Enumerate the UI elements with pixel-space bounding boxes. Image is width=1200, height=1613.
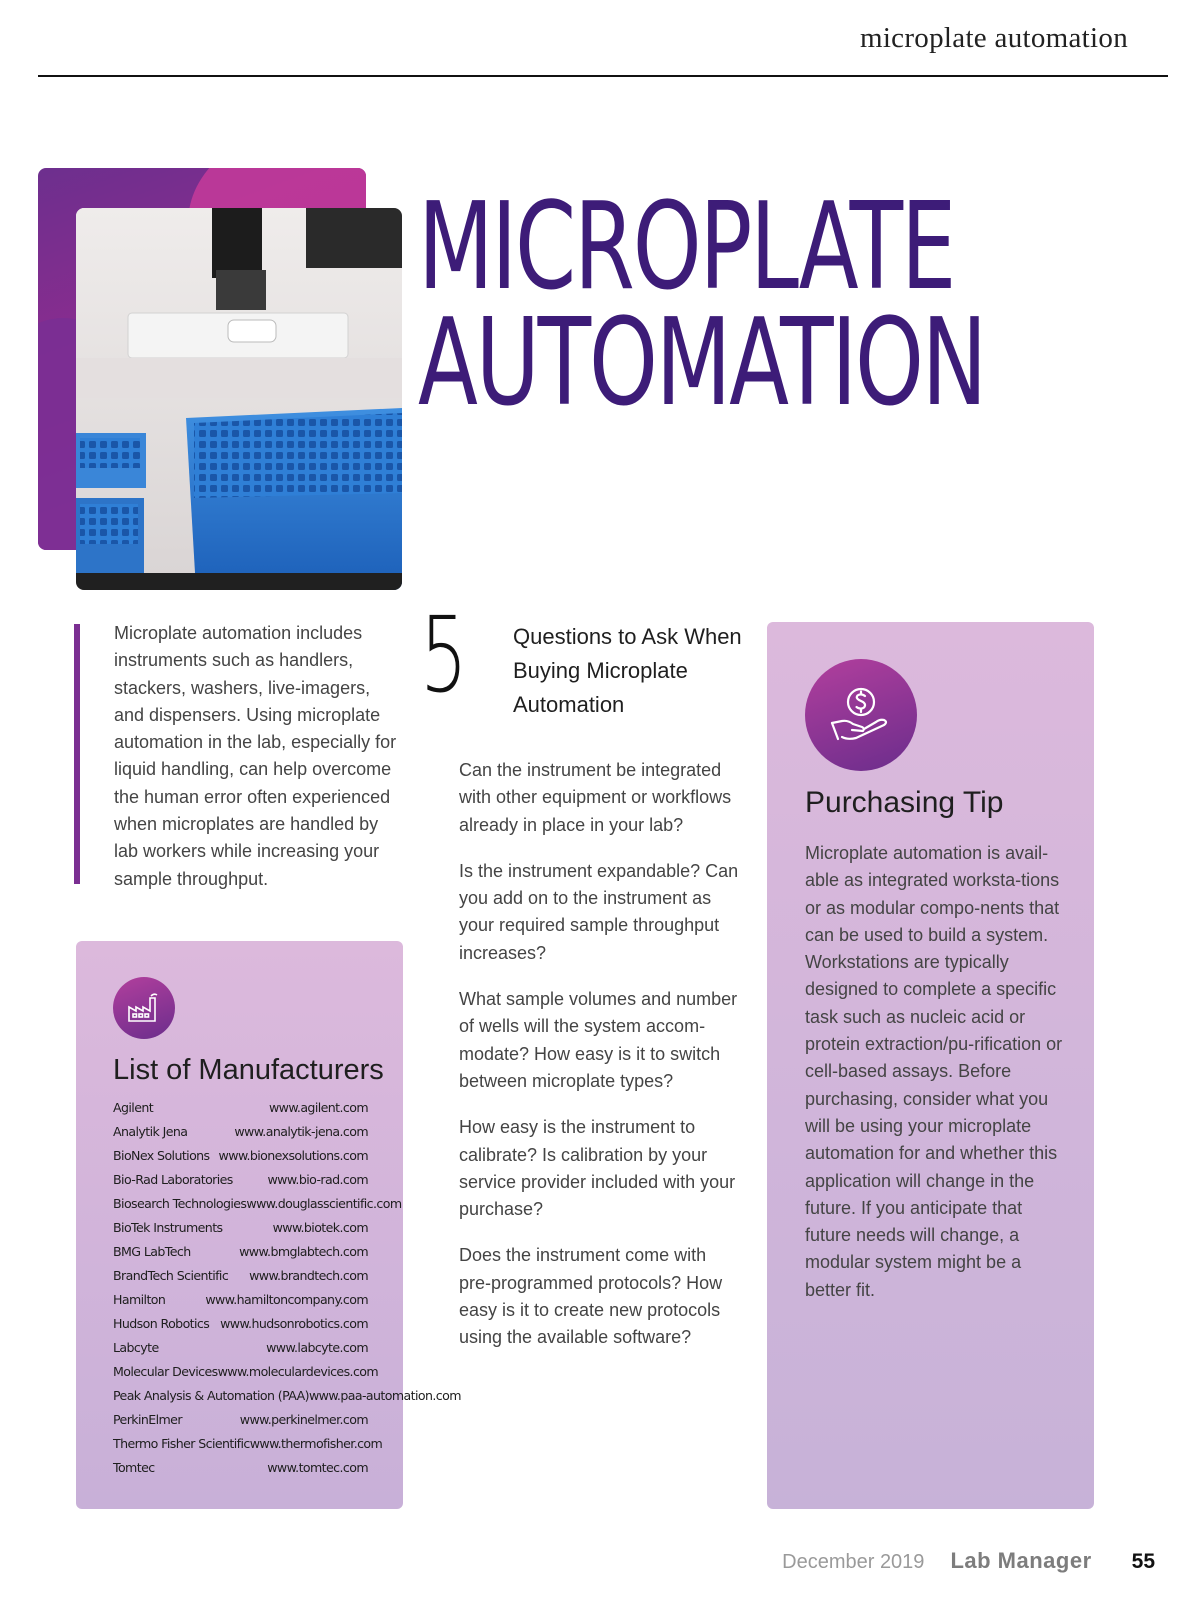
- manufacturer-name: BMG LabTech: [113, 1244, 191, 1259]
- question-item: How easy is the instrument to calibrate? Is calibration by your service provider included with your purchase?: [459, 1117, 736, 1220]
- manufacturer-row: [113, 1240, 368, 1264]
- manufacturer-url[interactable]: www.bmglabtech.com: [239, 1244, 368, 1259]
- factory-icon: [113, 977, 175, 1039]
- manufacturer-url[interactable]: www.moleculardevices.com: [217, 1364, 379, 1379]
- manufacturer-row: [113, 1312, 368, 1336]
- running-header: microplate automation: [859, 22, 1128, 54]
- manufacturer-url[interactable]: www.bio-rad.com: [267, 1172, 368, 1187]
- manufacturer-url[interactable]: www.hamiltoncompany.com: [205, 1292, 368, 1307]
- manufacturer-row: [113, 1456, 368, 1480]
- manufacturer-name: Biosearch Technologies: [113, 1196, 247, 1211]
- hero-photo: [76, 208, 402, 590]
- manufacturers-panel: [76, 941, 461, 1509]
- page-number: 55: [1131, 1550, 1155, 1573]
- manufacturer-row: [113, 1336, 368, 1360]
- manufacturer-url[interactable]: www.labcyte.com: [266, 1340, 368, 1355]
- manufacturer-name: BioNex Solutions: [113, 1148, 210, 1163]
- manufacturer-row: [113, 1360, 379, 1384]
- manufacturer-list: [113, 1096, 461, 1480]
- manufacturer-name: Hudson Robotics: [113, 1316, 210, 1331]
- issue-date: December 2019: [782, 1551, 925, 1573]
- header-rule: [38, 75, 1168, 77]
- manufacturer-name: Bio-Rad Laboratories: [113, 1172, 233, 1187]
- manufacturer-name: Labcyte: [113, 1340, 159, 1355]
- questions-number: 5: [420, 594, 468, 716]
- title-line-2: AUTOMATION: [418, 294, 986, 433]
- manufacturer-url[interactable]: www.hudsonrobotics.com: [220, 1316, 368, 1331]
- manufacturer-url[interactable]: www.analytik-jena.com: [234, 1124, 368, 1139]
- question-item: Is the instrument expandable? Can you add on to the instrument as your required sample throughput increases?: [459, 860, 739, 963]
- purchasing-tip-text: Microplate automation is avail-able as integrated worksta-tions or as modular compo-nents that can be used to build a system. Workstations are typically designed to complete a specific task such as nucleic acid or protein extraction/pu-rification or cell-based assays. Before purchasing, consider what you will be using your microplate automation for and whether this application will change in the future. If you anticipate that future needs will change, a modular system might be a better fit.: [805, 843, 1063, 1300]
- manufacturer-url[interactable]: www.paa-automation.com: [308, 1388, 461, 1403]
- purchasing-tip-panel: [767, 622, 1094, 1509]
- manufacturer-name: Analytik Jena: [113, 1124, 188, 1139]
- manufacturer-name: Hamilton: [113, 1292, 166, 1307]
- manufacturer-row: [113, 1096, 368, 1120]
- magazine-name: Lab Manager: [950, 1548, 1092, 1573]
- manufacturer-row: [113, 1216, 368, 1240]
- manufacturer-row: [113, 1168, 368, 1192]
- manufacturer-url[interactable]: www.tomtec.com: [267, 1460, 368, 1475]
- manufacturer-name: Agilent: [113, 1100, 154, 1115]
- manufacturer-name: Molecular Devices: [113, 1364, 218, 1379]
- page-title: [418, 178, 986, 433]
- intro-paragraph: Microplate automation includes instruments such as handlers, stackers, washers, live-imagers, and dispensers. Using microplate automation in the lab, especially for liquid handling, can help overcome the human error often experienced when microplates are handled by lab workers while increasing your sample throughput.: [114, 623, 397, 889]
- manufacturer-url[interactable]: www.bionexsolutions.com: [218, 1148, 368, 1163]
- question-item: What sample volumes and number of wells will the system accom-modate? How easy is it to switch between microplate types?: [459, 989, 738, 1091]
- manufacturer-name: BrandTech Scientific: [113, 1268, 229, 1283]
- questions-list: [459, 757, 741, 1371]
- dollar-hand-icon: [805, 659, 917, 771]
- manufacturer-name: PerkinElmer: [113, 1412, 182, 1427]
- purchasing-tip-title: Purchasing Tip: [805, 786, 1004, 819]
- manufacturer-row: [113, 1384, 461, 1408]
- manufacturer-name: BioTek Instruments: [113, 1220, 223, 1235]
- manufacturer-url[interactable]: www.douglasscientific.com: [246, 1196, 402, 1211]
- manufacturer-row: [113, 1432, 383, 1456]
- question-item: Does the instrument come with pre-programmed protocols? How easy is it to create new protocols using the available software?: [459, 1245, 723, 1348]
- question-item: Can the instrument be integrated with other equipment or workflows already in place in your lab?: [459, 760, 732, 835]
- manufacturer-name: Thermo Fisher Scientific: [113, 1436, 250, 1451]
- manufacturer-row: [113, 1408, 368, 1432]
- manufacturer-row: [113, 1264, 368, 1288]
- manufacturer-name: Peak Analysis & Automation (PAA): [113, 1388, 309, 1403]
- manufacturer-url[interactable]: www.biotek.com: [272, 1220, 368, 1235]
- manufacturer-url[interactable]: www.brandtech.com: [249, 1268, 368, 1283]
- manufacturer-name: Tomtec: [113, 1460, 155, 1475]
- manufacturer-row: [113, 1288, 368, 1312]
- manufacturer-row: [113, 1192, 402, 1216]
- manufacturer-url[interactable]: www.agilent.com: [268, 1100, 368, 1115]
- questions-heading: Questions to Ask When Buying Microplate Automation: [513, 624, 742, 717]
- intro-accent-bar: [74, 624, 80, 884]
- manufacturer-url[interactable]: www.perkinelmer.com: [239, 1412, 368, 1427]
- manufacturers-title: List of Manufacturers: [113, 1054, 384, 1086]
- page-footer: [782, 1548, 1155, 1574]
- title-line-1: MICROPLATE: [418, 178, 955, 317]
- manufacturer-row: [113, 1144, 368, 1168]
- manufacturer-url[interactable]: www.thermofisher.com: [249, 1436, 383, 1451]
- manufacturer-row: [113, 1120, 368, 1144]
